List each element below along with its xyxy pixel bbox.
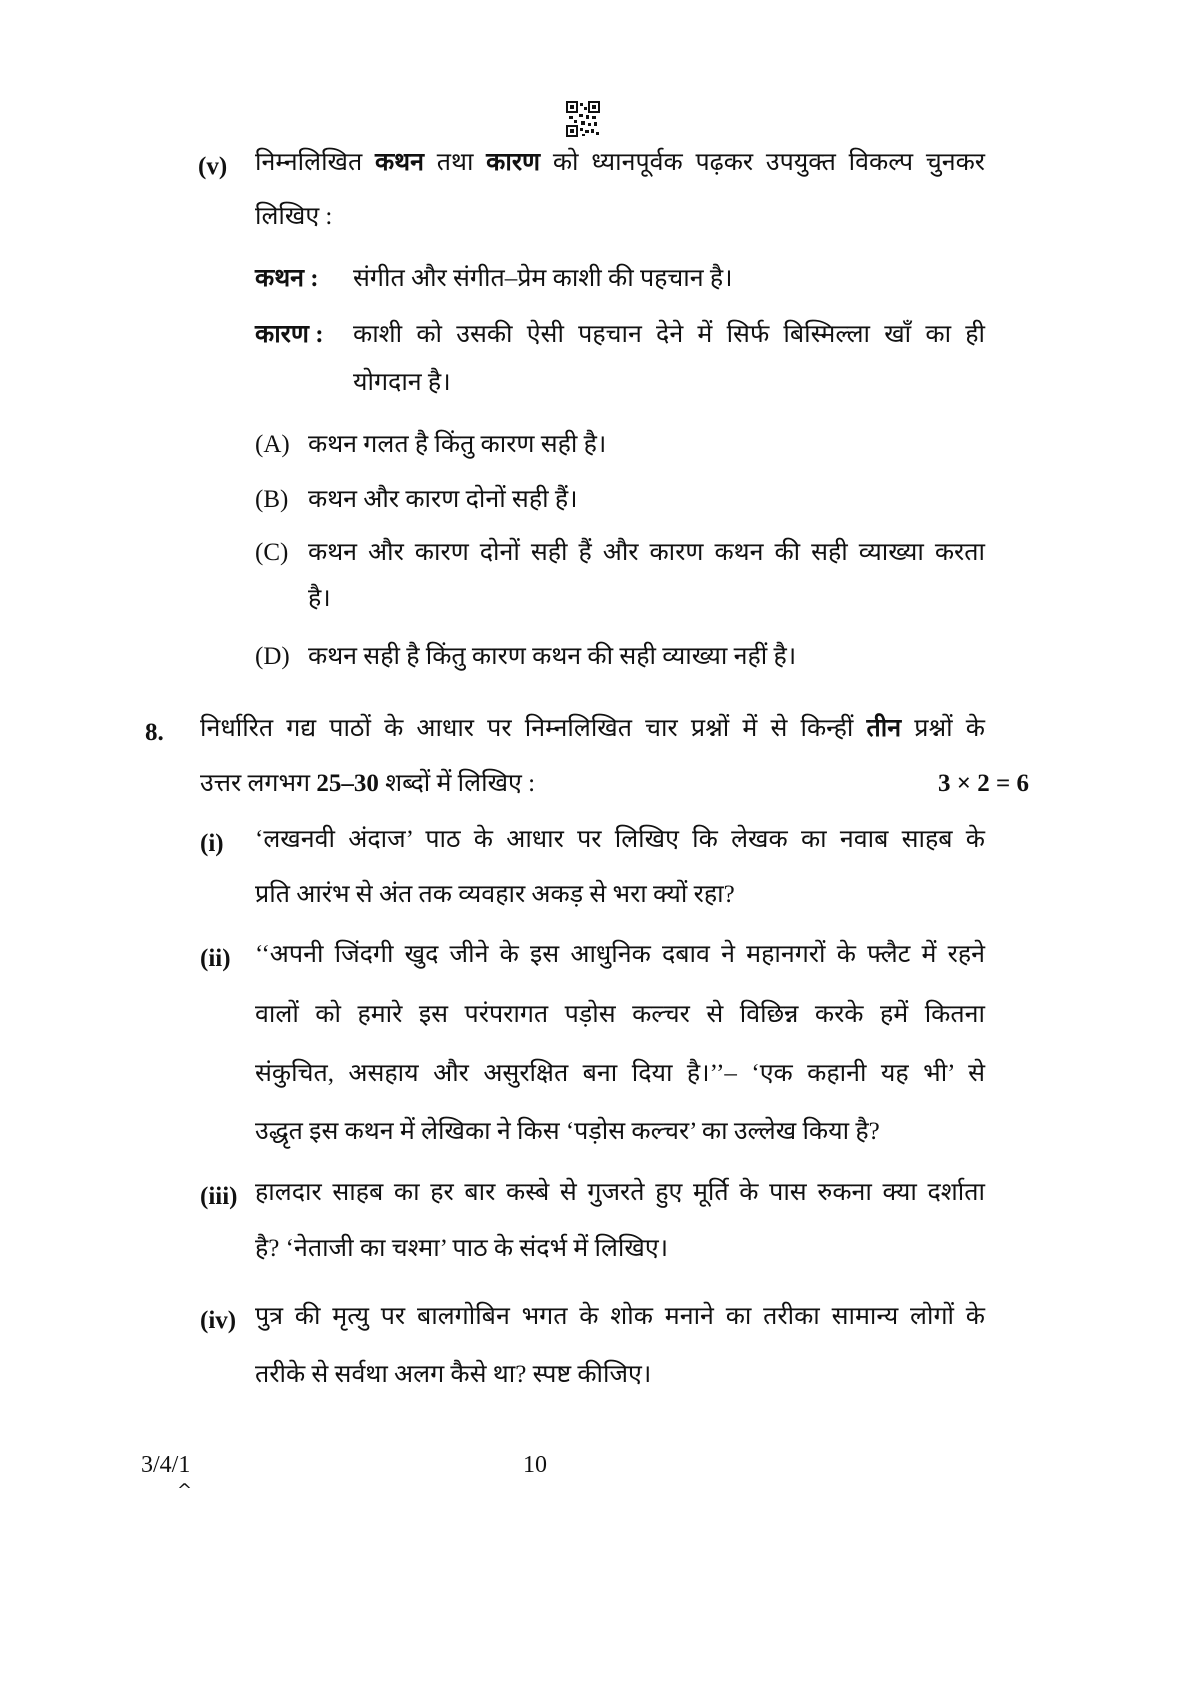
option-label: (A) <box>255 431 290 458</box>
qr-code-icon <box>566 101 600 137</box>
reason-text: काशी को उसकी ऐसी पहचान देने में सिर्फ बिस्मिल्ला खाँ का ही <box>353 321 985 348</box>
paper-code: 3/4/1 <box>141 1452 191 1478</box>
question-instruction <box>200 712 985 746</box>
subquestion-label: (ii) <box>200 945 231 972</box>
word-range: 25–30 <box>316 770 379 797</box>
text: प्रश्नों के <box>901 715 985 742</box>
subquestion-text-cont: तरीके से सर्वथा अलग कैसे था? स्पष्ट कीजिए। <box>255 1361 652 1388</box>
option-label: (B) <box>255 486 289 513</box>
subquestion-label: (iv) <box>200 1307 237 1334</box>
subquestion-text: हालदार साहब का हर बार कस्बे से गुजरते हुए मूर्ति के पास रुकना क्या दर्शाता <box>255 1179 985 1206</box>
caret-mark: ^ <box>177 1480 193 1501</box>
text: निर्धारित गद्य पाठों के आधार पर निम्नलिखित चार प्रश्नों में से किन्हीं <box>200 715 867 742</box>
bold-keyword: कथन <box>374 149 425 176</box>
text: उत्तर लगभग <box>200 770 317 797</box>
subquestion-text-cont: उद्धृत इस कथन में लेखिका ने किस ‘पड़ोस कल्चर’ का उल्लेख किया है? <box>255 1118 880 1145</box>
subquestion-label: (iii) <box>200 1183 238 1210</box>
reason-label: कारण : <box>255 321 324 348</box>
question-instruction-cont <box>200 767 535 801</box>
bold-keyword: तीन <box>866 715 902 742</box>
assertion-text: संगीत और संगीत–प्रेम काशी की पहचान है। <box>353 265 733 292</box>
option-d: कथन सही है किंतु कारण कथन की सही व्याख्या नहीं है। <box>308 643 797 670</box>
option-c: कथन और कारण दोनों सही हैं और कारण कथन की सही व्याख्या करता <box>308 539 985 566</box>
question-number: 8. <box>145 719 164 746</box>
subquestion-text: ‘लखनवी अंदाज’ पाठ के आधार पर लिखिए कि लेखक का नवाब साहब के <box>255 826 985 853</box>
question-label: (v) <box>198 153 228 180</box>
subquestion-label: (i) <box>200 830 224 857</box>
text: तथा <box>424 149 487 176</box>
question-instruction-cont: लिखिए : <box>255 203 333 230</box>
subquestion-text: पुत्र की मृत्यु पर बालगोबिन भगत के शोक मनाने का तरीका सामान्य लोगों के <box>255 1303 985 1330</box>
option-a: कथन गलत है किंतु कारण सही है। <box>308 431 607 458</box>
option-label: (C) <box>255 539 289 566</box>
assertion-label: कथन : <box>255 265 319 292</box>
page-number: 10 <box>523 1452 547 1478</box>
subquestion-text-cont: है? ‘नेताजी का चश्मा’ पाठ के संदर्भ में लिखिए। <box>255 1235 669 1262</box>
subquestion-text: ‘‘अपनी जिंदगी खुद जीने के इस आधुनिक दबाव ने महानगरों के फ्लैट में रहने <box>255 941 985 968</box>
text: निम्नलिखित <box>255 149 375 176</box>
subquestion-text-cont: संकुचित, असहाय और असुरक्षित बना दिया है।’’– ‘एक कहानी यह भी’ से <box>255 1060 985 1087</box>
text: को ध्यानपूर्वक पढ़कर उपयुक्त विकल्प चुनकर <box>540 149 985 176</box>
option-c-cont: है। <box>308 585 331 612</box>
subquestion-text-cont: वालों को हमारे इस परंपरागत पड़ोस कल्चर से विछिन्न करके हमें कितना <box>255 1001 985 1028</box>
subquestion-text-cont: प्रति आरंभ से अंत तक व्यवहार अकड़ से भरा क्यों रहा? <box>255 881 735 908</box>
marks: 3 × 2 = 6 <box>938 770 1029 797</box>
reason-text-cont: योगदान है। <box>353 369 451 396</box>
bold-keyword: कारण <box>486 149 541 176</box>
question-instruction <box>255 146 985 180</box>
option-b: कथन और कारण दोनों सही हैं। <box>308 486 578 513</box>
option-label: (D) <box>255 643 290 670</box>
text: शब्दों में लिखिए : <box>378 770 536 797</box>
